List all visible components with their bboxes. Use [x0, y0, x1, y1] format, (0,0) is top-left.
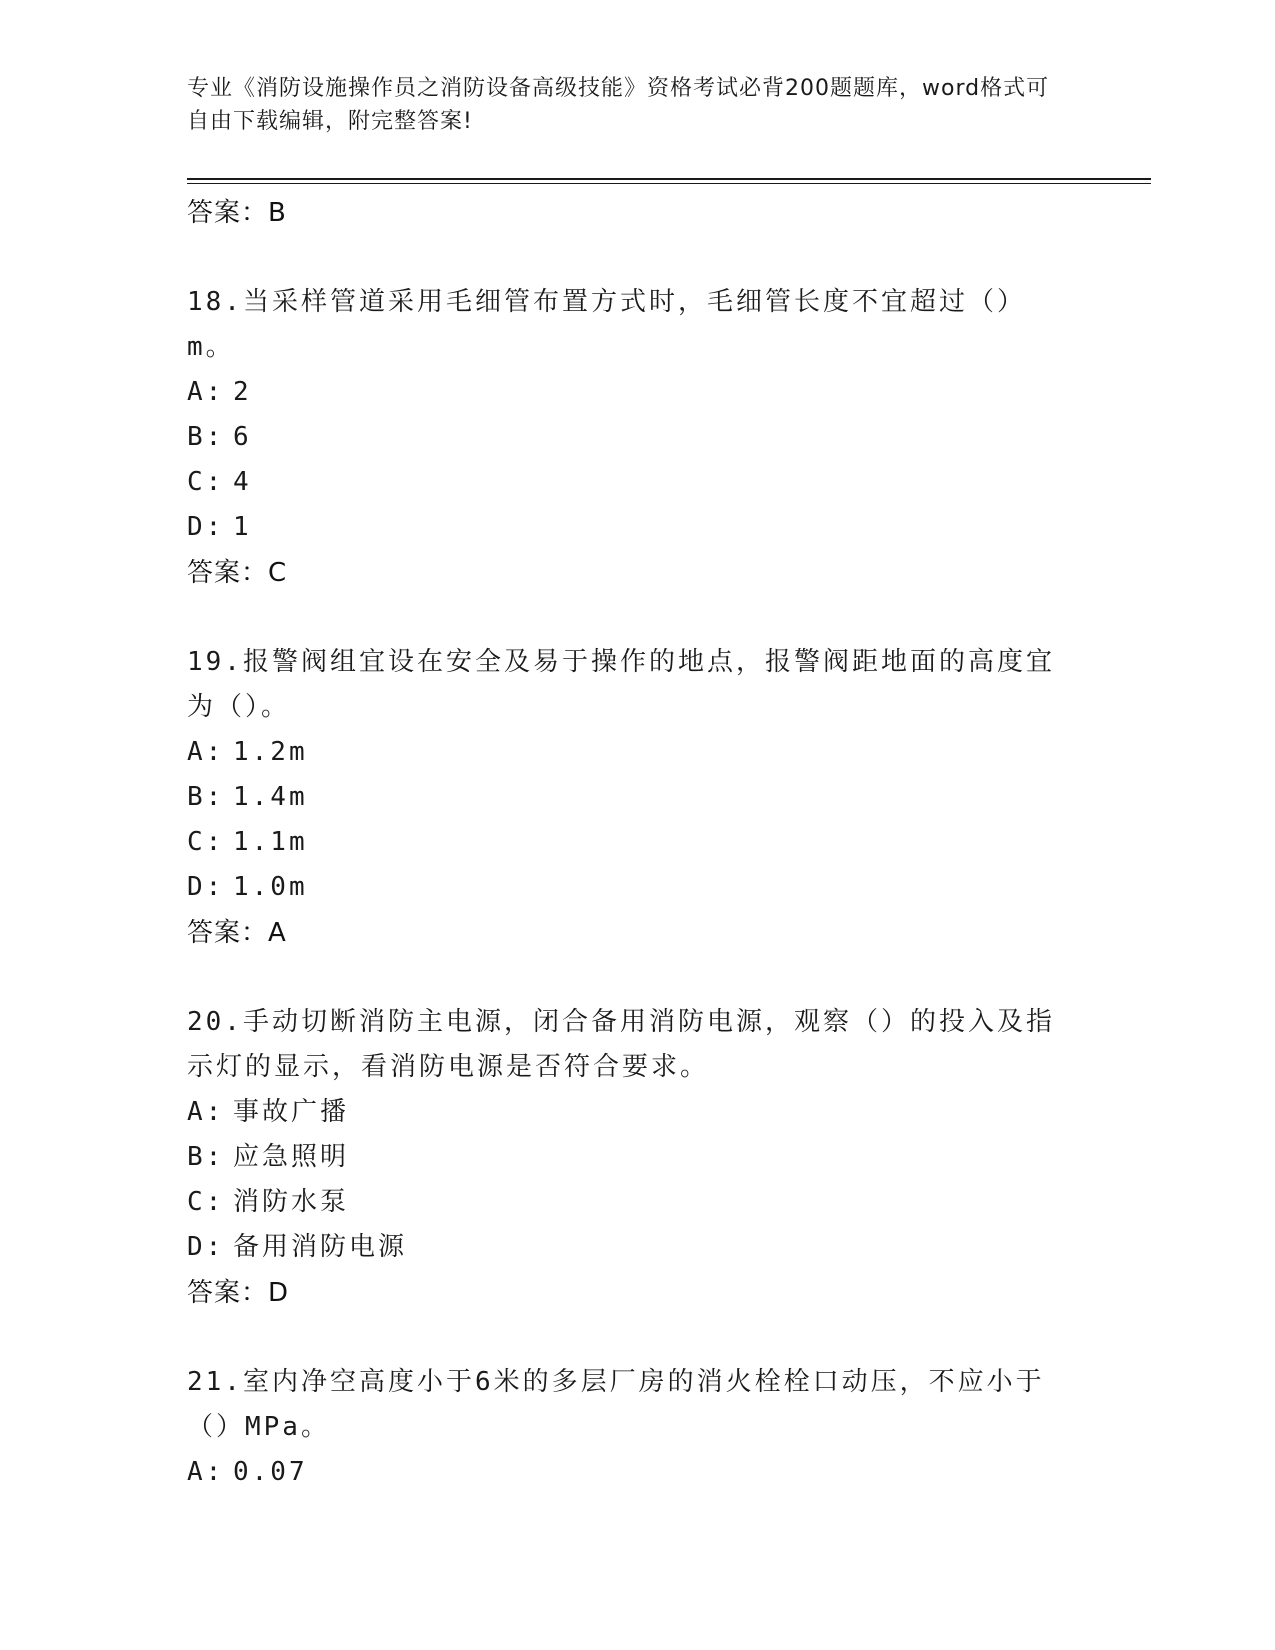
option-c	[187, 1180, 1067, 1225]
option-a	[187, 1090, 1067, 1135]
option-text: 0.07	[233, 1457, 308, 1487]
question-21	[187, 1360, 1067, 1495]
answer-value: D	[268, 1278, 290, 1308]
question-stem: 19.报警阀组宜设在安全及易于操作的地点，报警阀距地面的高度宜为（）。	[187, 647, 1055, 722]
option-d	[187, 505, 1067, 550]
option-text: 1.2m	[233, 737, 308, 767]
spacer	[187, 596, 1067, 640]
option-a	[187, 370, 1067, 415]
option-d	[187, 1225, 1067, 1270]
answer-line-q17	[187, 190, 1067, 236]
option-label: A:	[187, 1457, 225, 1487]
option-a	[187, 730, 1067, 775]
option-text: 备用消防电源	[233, 1232, 408, 1262]
option-label: C:	[187, 827, 225, 857]
option-b	[187, 1135, 1067, 1180]
answer-line	[187, 550, 1067, 596]
answer-line	[187, 910, 1067, 956]
answer-prefix: 答案：	[187, 198, 269, 228]
option-text: 4	[233, 467, 252, 497]
spacer	[187, 956, 1067, 1000]
option-c	[187, 820, 1067, 865]
question-19	[187, 640, 1067, 956]
option-text: 1.0m	[233, 872, 308, 902]
answer-prefix: 答案：	[187, 558, 269, 588]
option-text: 2	[233, 377, 252, 407]
spacer	[187, 236, 1067, 280]
option-b	[187, 775, 1067, 820]
answer-line	[187, 1270, 1067, 1316]
answer-prefix: 答案：	[187, 1278, 269, 1308]
spacer	[187, 1316, 1067, 1360]
option-label: A:	[187, 737, 225, 767]
option-text: 1	[233, 512, 252, 542]
option-label: C:	[187, 1187, 225, 1217]
option-label: D:	[187, 872, 225, 902]
answer-value: B	[268, 198, 287, 228]
header-divider-thick	[187, 178, 1151, 180]
question-stem: 20.手动切断消防主电源，闭合备用消防电源，观察（）的投入及指示灯的显示，看消防电源是否符合要求。	[187, 1007, 1055, 1082]
option-d	[187, 865, 1067, 910]
option-label: D:	[187, 1232, 225, 1262]
option-label: A:	[187, 377, 225, 407]
answer-value: A	[268, 918, 287, 948]
option-text: 1.4m	[233, 782, 308, 812]
option-text: 1.1m	[233, 827, 308, 857]
question-stem: 18.当采样管道采用毛细管布置方式时，毛细管长度不宜超过（）m。	[187, 287, 1026, 362]
answer-prefix: 答案：	[187, 918, 269, 948]
question-stem: 21.室内净空高度小于6米的多层厂房的消火栓栓口动压，不应小于（）MPa。	[187, 1367, 1045, 1442]
option-label: D:	[187, 512, 225, 542]
answer-value: C	[268, 558, 288, 588]
question-20	[187, 1000, 1067, 1316]
question-18	[187, 280, 1067, 596]
option-label: A:	[187, 1097, 225, 1127]
option-label: C:	[187, 467, 225, 497]
option-label: B:	[187, 422, 225, 452]
option-b	[187, 415, 1067, 460]
option-a	[187, 1450, 1067, 1495]
option-text: 消防水泵	[233, 1187, 350, 1217]
option-label: B:	[187, 782, 225, 812]
header-divider-thin	[187, 183, 1151, 184]
option-text: 应急照明	[233, 1142, 350, 1172]
option-c	[187, 460, 1067, 505]
option-text: 事故广播	[233, 1097, 350, 1127]
question-list	[187, 190, 1067, 1495]
option-label: B:	[187, 1142, 225, 1172]
document-header: 专业《消防设施操作员之消防设备高级技能》资格考试必背200题题库，word格式可自由下载编辑，附完整答案!	[187, 76, 1050, 134]
option-text: 6	[233, 422, 252, 452]
